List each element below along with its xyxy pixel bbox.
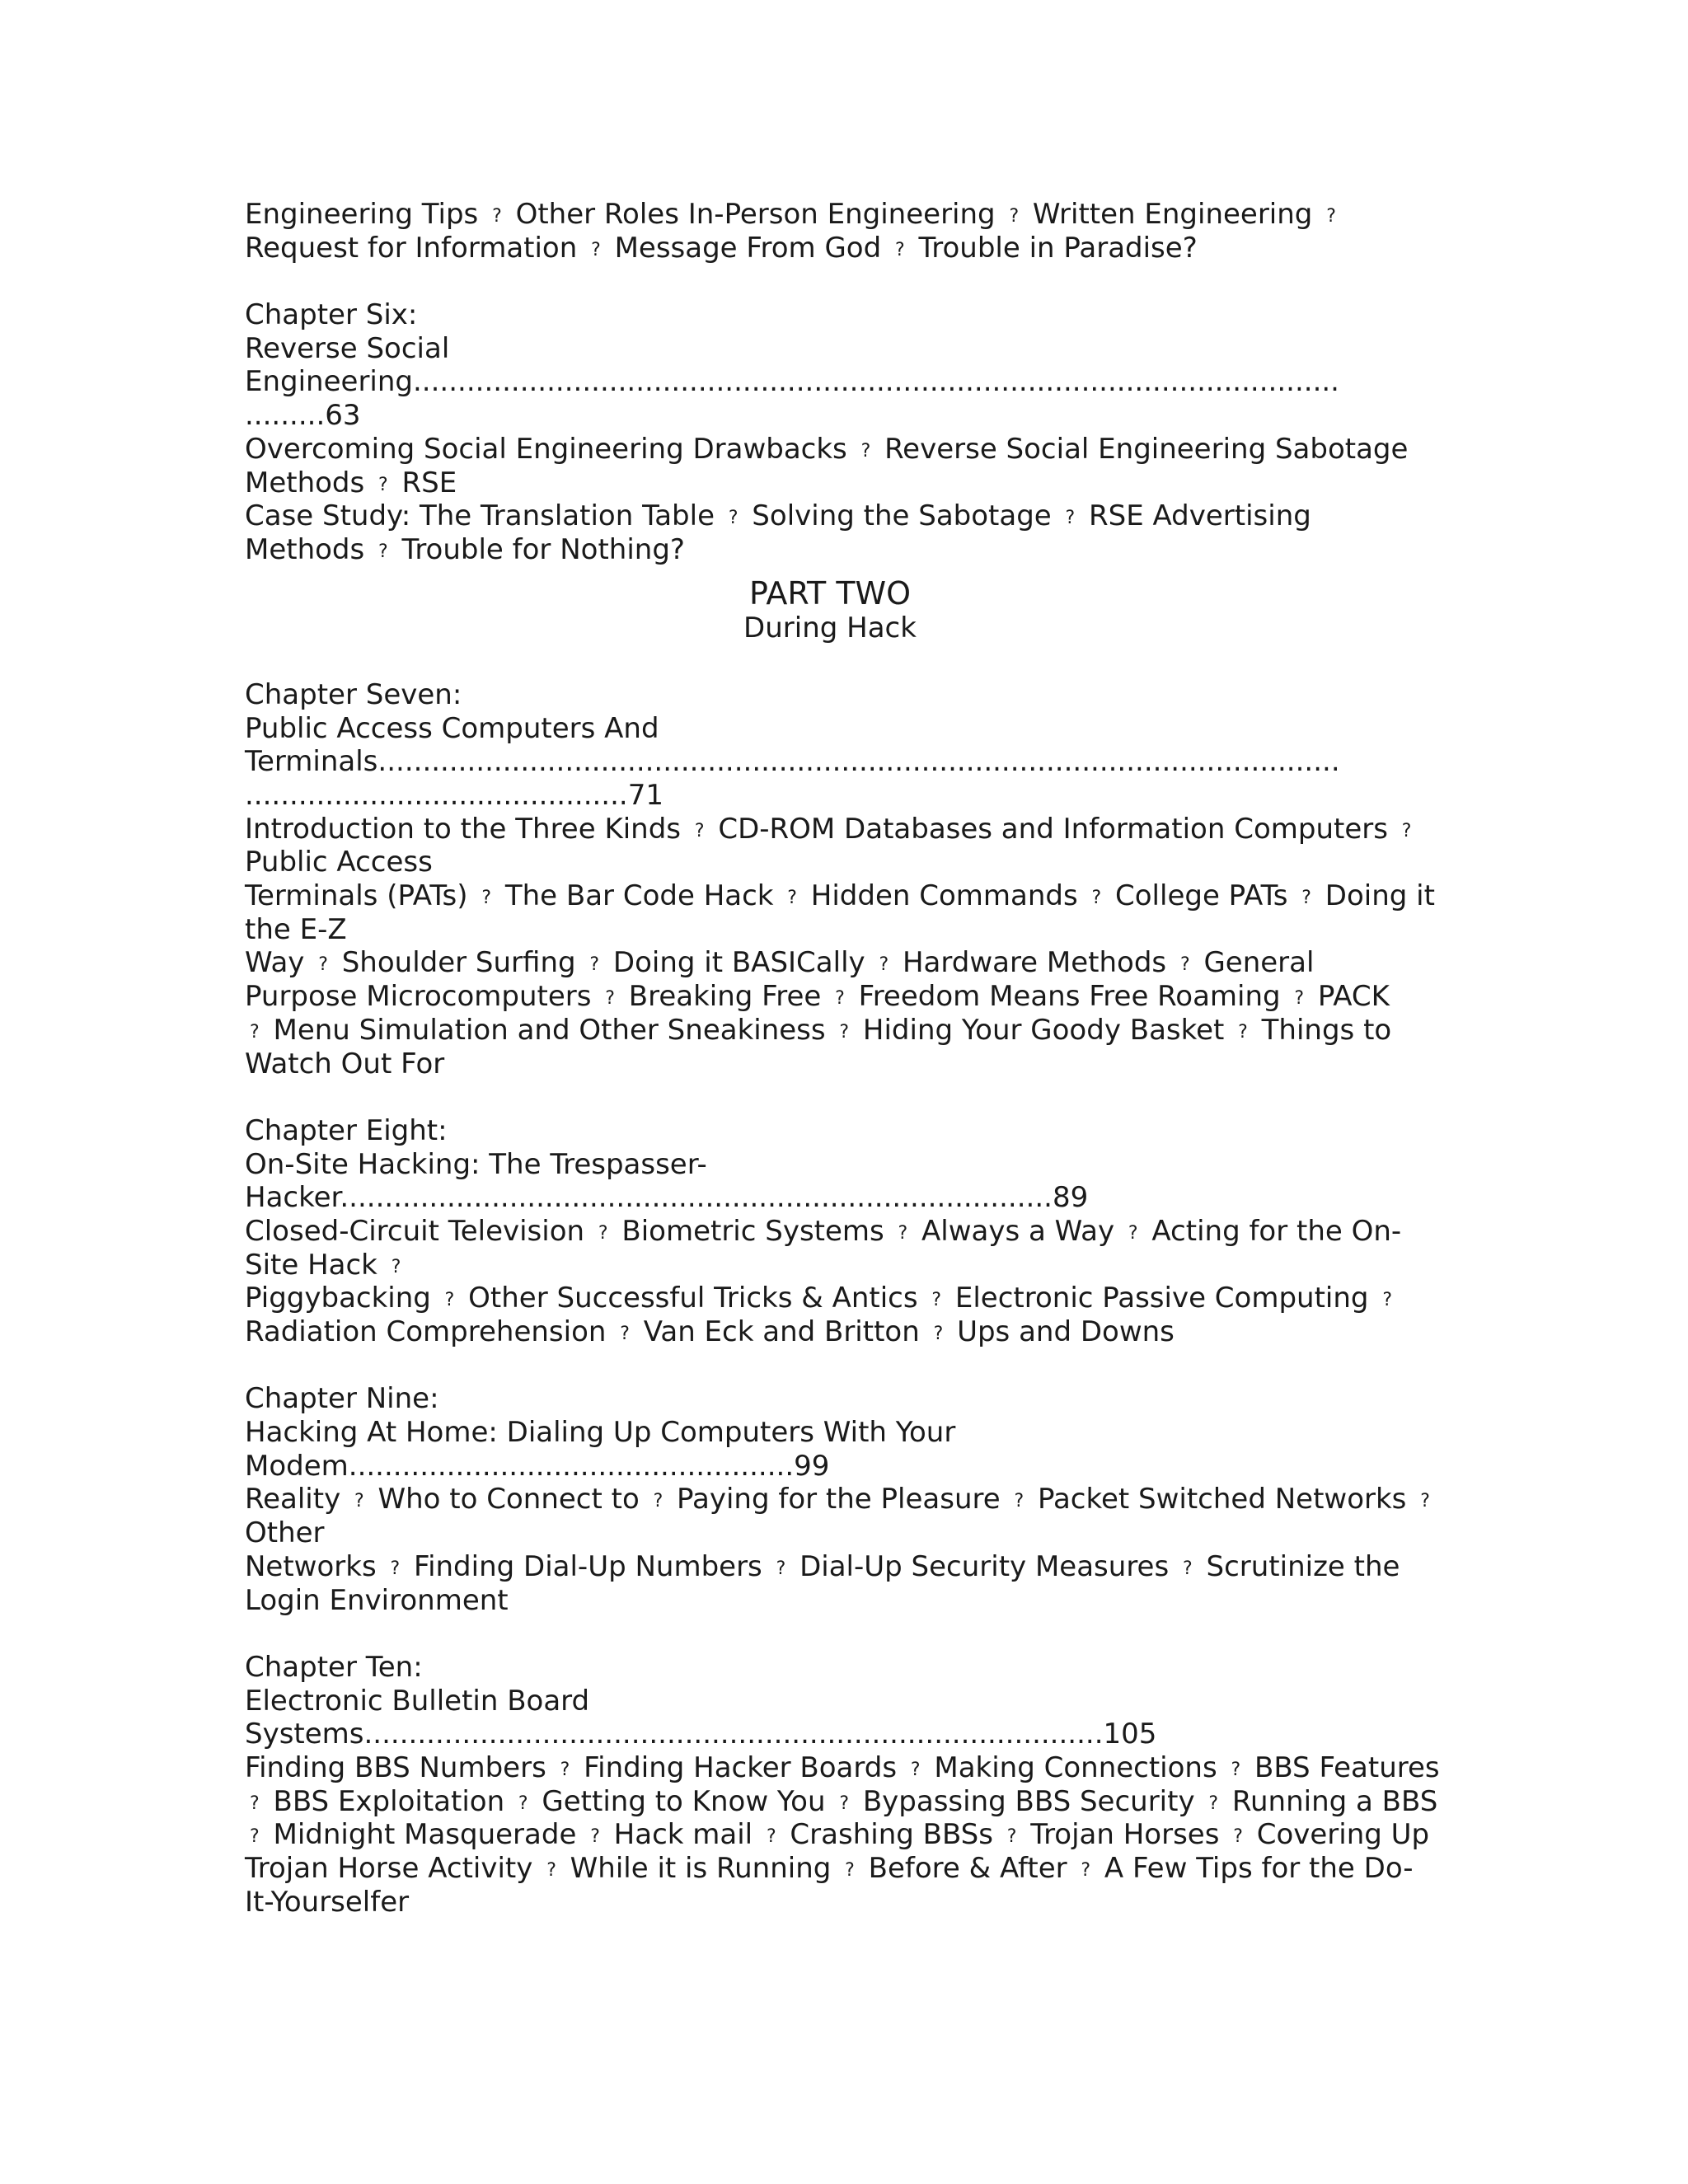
- bullet-separator: ?: [518, 1793, 528, 1814]
- toc-line: [245, 399, 1432, 433]
- toc-text: Hiding Your Goody Basket: [854, 1013, 1234, 1047]
- toc-text: Terminals (PATs): [245, 879, 477, 913]
- toc-text: Modem..................................................99: [245, 1449, 830, 1483]
- toc-text: CD-ROM Databases and Information Computers: [709, 812, 1397, 846]
- toc-text: Written Engineering: [1024, 198, 1322, 231]
- toc-text: Reverse Social: [245, 331, 450, 365]
- toc-text: Scrutinize the: [1197, 1549, 1400, 1583]
- toc-text: Making Connections: [925, 1750, 1226, 1784]
- bullet-separator: ?: [933, 1324, 944, 1344]
- toc-text: Other Roles In-Person Engineering: [506, 198, 1005, 231]
- bullet-separator: ?: [839, 1793, 850, 1814]
- bullet-separator: ?: [694, 820, 705, 841]
- blank-line: [245, 644, 1432, 678]
- toc-text: Finding Hacker Boards: [574, 1750, 906, 1784]
- toc-line: [245, 846, 1432, 879]
- toc-line: [245, 1450, 1432, 1483]
- bullet-separator: ?: [1006, 1826, 1017, 1848]
- toc-line: [245, 499, 1432, 533]
- toc-text: Request for Information: [245, 231, 587, 265]
- toc-text: ...........................................71: [245, 779, 663, 812]
- toc-line: [245, 678, 1432, 712]
- bullet-separator: ?: [1231, 1759, 1241, 1780]
- toc-text: General: [1194, 946, 1315, 980]
- toc-text: Engineering........................................................................................................: [245, 365, 1339, 399]
- toc-text: Getting to Know You: [532, 1784, 835, 1818]
- toc-line: [245, 745, 1432, 779]
- toc-text: Crashing BBSs: [781, 1818, 1002, 1852]
- toc-line: [245, 946, 1432, 980]
- blank-line: [245, 265, 1432, 298]
- toc-text: Terminals............................................................................................................: [245, 745, 1340, 779]
- toc-text: Other: [245, 1516, 325, 1550]
- toc-text: Shoulder Surfing: [332, 946, 585, 980]
- bullet-separator: ?: [590, 1826, 600, 1848]
- bullet-separator: ?: [560, 1759, 570, 1780]
- toc-text: Site Hack: [245, 1248, 387, 1282]
- toc-block-part-one-end: [245, 198, 1432, 567]
- toc-line: [245, 1181, 1432, 1215]
- toc-text: On-Site Hacking: The Trespasser-: [245, 1147, 707, 1181]
- bullet-separator: ?: [620, 1324, 630, 1344]
- toc-text: Chapter Eight:: [245, 1113, 448, 1147]
- toc-text: Overcoming Social Engineering Drawbacks: [245, 432, 856, 466]
- bullet-separator: ?: [1208, 1793, 1219, 1814]
- blank-line: [245, 1617, 1432, 1651]
- bullet-separator: ?: [1326, 206, 1336, 227]
- toc-text: Solving the Sabotage: [743, 499, 1061, 533]
- toc-text: BBS Exploitation: [264, 1784, 513, 1818]
- bullet-separator: ?: [1179, 954, 1190, 976]
- bullet-separator: ?: [1183, 1558, 1193, 1579]
- table-of-contents: [245, 198, 1440, 1919]
- toc-text: Things to: [1252, 1013, 1392, 1047]
- toc-line: [245, 1382, 1432, 1416]
- toc-line: [245, 1114, 1432, 1148]
- toc-text: Acting for the On-: [1142, 1214, 1402, 1248]
- toc-text: Finding BBS Numbers: [245, 1750, 556, 1784]
- toc-line: [245, 1651, 1432, 1685]
- toc-text: Packet Switched Networks: [1029, 1483, 1416, 1516]
- bullet-separator: ?: [879, 954, 889, 976]
- bullet-separator: ?: [1081, 1860, 1091, 1881]
- toc-text: Reverse Social Engineering Sabotage: [875, 432, 1409, 466]
- toc-text: Reality: [245, 1483, 350, 1516]
- toc-text: Electronic Bulletin Board: [245, 1684, 590, 1718]
- toc-text: Before & After: [859, 1852, 1076, 1885]
- toc-text: Hacker................................................................................89: [245, 1181, 1089, 1215]
- toc-text: Electronic Passive Computing: [946, 1282, 1378, 1315]
- toc-text: Chapter Ten:: [245, 1650, 423, 1684]
- bullet-separator: ?: [378, 541, 388, 562]
- bullet-separator: ?: [481, 888, 492, 909]
- bullet-separator: ?: [776, 1558, 786, 1579]
- bullet-separator: ?: [546, 1860, 556, 1881]
- toc-line: [245, 1550, 1432, 1584]
- bullet-separator: ?: [860, 440, 871, 462]
- bullet-separator: ?: [1065, 508, 1076, 529]
- bullet-separator: ?: [1091, 888, 1102, 909]
- bullet-separator: ?: [845, 1860, 855, 1881]
- toc-text: Way: [245, 946, 314, 980]
- toc-line: [245, 1215, 1432, 1249]
- toc-text: College PATs: [1106, 879, 1297, 913]
- toc-text: Freedom Means Free Roaming: [849, 980, 1290, 1014]
- toc-text: Trouble for Nothing?: [392, 532, 685, 566]
- bullet-separator: ?: [1014, 1491, 1025, 1512]
- toc-line: [245, 433, 1432, 466]
- toc-text: Paying for the Pleasure: [668, 1483, 1010, 1516]
- toc-line: [245, 813, 1432, 846]
- toc-line: [245, 533, 1432, 567]
- bullet-separator: ?: [391, 1256, 401, 1277]
- toc-text: .........63: [245, 399, 361, 433]
- toc-text: A Few Tips for the Do-: [1095, 1852, 1414, 1885]
- toc-text: Closed-Circuit Television: [245, 1214, 593, 1248]
- toc-line: [245, 1315, 1432, 1349]
- toc-text: BBS Features: [1245, 1750, 1440, 1784]
- toc-line: [245, 1282, 1432, 1315]
- blank-line: [245, 1080, 1432, 1114]
- toc-line: [245, 1685, 1432, 1718]
- toc-text: Systems...................................................................................105: [245, 1718, 1157, 1751]
- toc-line: [245, 879, 1435, 913]
- toc-text: RSE Advertising: [1080, 499, 1311, 533]
- toc-text: Case Study: The Translation Table: [245, 499, 724, 533]
- bullet-separator: ?: [728, 508, 738, 529]
- toc-text: Menu Simulation and Other Sneakiness: [264, 1013, 835, 1047]
- bullet-separator: ?: [1382, 1290, 1392, 1311]
- toc-text: Methods: [245, 466, 374, 499]
- toc-text: Networks: [245, 1549, 386, 1583]
- toc-text: Hardware Methods: [893, 946, 1175, 980]
- bullet-separator: ?: [1301, 888, 1311, 909]
- part-title: PART TWO: [748, 574, 912, 612]
- bullet-separator: ?: [378, 474, 388, 495]
- toc-line: [245, 1818, 1432, 1852]
- toc-text: Methods: [245, 532, 374, 566]
- toc-line: [245, 198, 1432, 232]
- toc-text: Other Successful Tricks & Antics: [459, 1282, 927, 1315]
- bullet-separator: ?: [931, 1290, 942, 1311]
- toc-text: Login Environment: [245, 1583, 509, 1617]
- toc-text: Breaking Free: [619, 980, 831, 1014]
- toc-line: [245, 913, 1432, 947]
- bullet-separator: ?: [444, 1290, 455, 1311]
- bullet-separator: ?: [1238, 1021, 1248, 1043]
- toc-text: Public Access Computers And: [245, 711, 659, 745]
- toc-line: [245, 298, 1432, 332]
- toc-line: [245, 365, 1432, 399]
- toc-text: Radiation Comprehension: [245, 1315, 616, 1348]
- bullet-separator: ?: [653, 1491, 663, 1512]
- bullet-separator: ?: [1233, 1826, 1243, 1848]
- toc-text: Midnight Masquerade: [264, 1818, 586, 1852]
- toc-text: Van Eck and Britton: [634, 1315, 929, 1348]
- toc-text: Hacking At Home: Dialing Up Computers With Your: [245, 1416, 956, 1450]
- toc-text: Trouble in Paradise?: [909, 231, 1198, 265]
- toc-text: It-Yourselfer: [245, 1885, 410, 1919]
- bullet-separator: ?: [1420, 1491, 1430, 1512]
- toc-text: Engineering Tips: [245, 198, 488, 231]
- bullet-separator: ?: [492, 206, 502, 227]
- toc-line: [245, 332, 1432, 366]
- part-subtitle: During Hack: [743, 611, 917, 644]
- toc-line: [245, 1852, 1432, 1886]
- bullet-separator: ?: [910, 1759, 921, 1780]
- bullet-separator: ?: [1128, 1222, 1138, 1244]
- bullet-separator: ?: [250, 1793, 260, 1814]
- toc-line: [245, 1483, 1432, 1516]
- bullet-separator: ?: [835, 988, 845, 1010]
- toc-text: Hack mail: [604, 1818, 762, 1852]
- toc-line: [245, 1014, 1432, 1047]
- toc-line: [245, 1584, 1432, 1618]
- bullet-separator: ?: [598, 1222, 608, 1244]
- toc-text: Who to Connect to: [368, 1483, 649, 1516]
- toc-text: Always a Way: [912, 1214, 1123, 1248]
- toc-text: Doing it BASICally: [604, 946, 874, 980]
- toc-text: Hidden Commands: [801, 879, 1087, 913]
- toc-text: Ups and Downs: [948, 1315, 1175, 1348]
- bullet-separator: ?: [589, 954, 600, 976]
- toc-text: Purpose Microcomputers: [245, 980, 601, 1014]
- toc-text: Running a BBS: [1223, 1784, 1438, 1818]
- bullet-separator: ?: [605, 988, 615, 1010]
- bullet-separator: ?: [898, 1222, 908, 1244]
- toc-text: Introduction to the Three Kinds: [245, 812, 690, 846]
- toc-line: [245, 1148, 1432, 1182]
- toc-line: [245, 1249, 1432, 1282]
- toc-text: Bypassing BBS Security: [854, 1784, 1204, 1818]
- toc-text: Chapter Six:: [245, 298, 418, 332]
- toc-text: Piggybacking: [245, 1282, 440, 1315]
- toc-text: Biometric Systems: [612, 1214, 893, 1248]
- bullet-separator: ?: [250, 1826, 260, 1848]
- toc-text: Watch Out For: [245, 1047, 445, 1080]
- toc-text: Finding Dial-Up Numbers: [405, 1549, 771, 1583]
- toc-line: [245, 1718, 1432, 1751]
- toc-text: Chapter Seven:: [245, 677, 462, 711]
- toc-text: Message From God: [605, 231, 890, 265]
- toc-text: Doing it: [1315, 879, 1435, 913]
- bullet-separator: ?: [766, 1826, 776, 1848]
- toc-text: the E-Z: [245, 912, 347, 946]
- bullet-separator: ?: [591, 239, 601, 260]
- toc-text: Chapter Nine:: [245, 1382, 439, 1416]
- toc-text: Dial-Up Security Measures: [790, 1549, 1178, 1583]
- bullet-separator: ?: [787, 888, 797, 909]
- toc-line: [245, 1750, 1440, 1785]
- toc-text: Covering Up: [1247, 1818, 1430, 1852]
- bullet-separator: ?: [390, 1558, 401, 1579]
- bullet-separator: ?: [1294, 988, 1305, 1010]
- blank-line: [245, 1349, 1432, 1383]
- toc-line: [245, 1416, 1432, 1450]
- toc-line: [245, 1784, 1438, 1819]
- toc-block-part-two: [245, 644, 1440, 1919]
- toc-text: Trojan Horse Activity: [245, 1852, 542, 1885]
- toc-text: While it is Running: [560, 1852, 841, 1885]
- toc-line: [245, 466, 1432, 500]
- bullet-separator: ?: [895, 239, 905, 260]
- toc-line: [245, 1516, 1432, 1550]
- toc-line: [245, 232, 1432, 265]
- bullet-separator: ?: [1401, 820, 1412, 841]
- toc-text: Public Access: [245, 846, 433, 879]
- toc-text: Trojan Horses: [1021, 1818, 1229, 1852]
- toc-text: RSE: [392, 466, 457, 499]
- bullet-separator: ?: [839, 1021, 850, 1043]
- toc-text: PACK: [1309, 980, 1390, 1014]
- toc-line: [245, 1047, 1432, 1081]
- toc-line: [245, 779, 1432, 813]
- bullet-separator: ?: [318, 954, 328, 976]
- bullet-separator: ?: [250, 1021, 260, 1043]
- toc-line: [245, 980, 1432, 1014]
- toc-text: The Bar Code Hack: [496, 879, 783, 913]
- toc-line: [245, 1886, 1432, 1919]
- bullet-separator: ?: [354, 1491, 364, 1512]
- bullet-separator: ?: [1009, 206, 1020, 227]
- toc-line: [245, 712, 1432, 746]
